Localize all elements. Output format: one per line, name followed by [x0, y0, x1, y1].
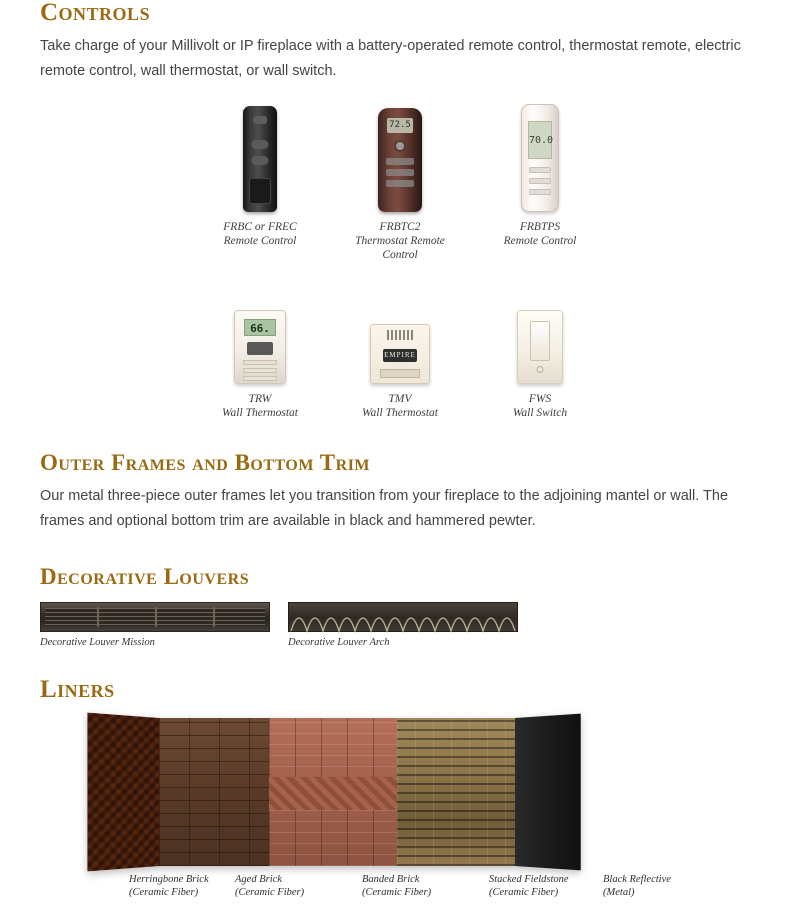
arch-pattern-icon	[289, 603, 519, 633]
product-type: Thermostat Remote Control	[355, 235, 445, 261]
liner-name: Black Reflective	[603, 874, 671, 885]
wall-thermostat-image	[340, 274, 460, 384]
controls-row-remotes	[40, 102, 760, 262]
product-type: Wall Thermostat	[362, 407, 438, 419]
thermostat-remote-image	[340, 102, 460, 212]
liner-caption-herringbone	[129, 874, 209, 899]
product-type: Wall Thermostat	[222, 407, 298, 419]
product-fws	[480, 274, 600, 420]
touchscreen-remote-icon	[521, 104, 559, 212]
controls-product-grid	[40, 102, 760, 420]
remote-screen-value: 70.0	[528, 121, 552, 159]
section-liners	[40, 676, 760, 904]
product-type: Remote Control	[223, 235, 297, 247]
product-name: FRBC or FREC	[223, 221, 297, 233]
liner-panel-banded-brick	[269, 718, 397, 866]
product-name: FWS	[528, 393, 552, 405]
remote-control-image	[480, 102, 600, 212]
liner-caption-black-reflective	[603, 874, 671, 899]
louver-item-arch	[288, 602, 518, 648]
remote-screen-value: 72.5	[387, 118, 413, 133]
product-frbtc2	[340, 102, 460, 262]
liner-panel-herringbone-brick	[87, 713, 159, 872]
product-type: Remote Control	[503, 235, 577, 247]
outer-frames-heading: Outer Frames and Bottom Trim	[40, 450, 371, 475]
section-decorative-louvers	[40, 564, 760, 648]
liners-heading: Liners	[40, 676, 115, 703]
louver-item-mission	[40, 602, 270, 648]
product-tmv	[340, 274, 460, 420]
product-frbtps	[480, 102, 600, 262]
louvers-heading: Decorative Louvers	[40, 564, 250, 589]
outer-frames-body-text: Our metal three-piece outer frames let you transition from your fireplace to the adjoining mantel or wall. The frames and optional bottom trim are available in black and hammered pewter.	[40, 488, 729, 529]
brand-logo: EMPIRE	[383, 349, 417, 362]
liners-captions	[87, 874, 707, 904]
liner-name: Banded Brick	[362, 874, 420, 885]
louvers-row	[40, 602, 760, 648]
product-name: TRW	[248, 393, 272, 405]
product-trw	[200, 274, 320, 420]
product-name: FRBTPS	[519, 221, 561, 233]
liners-image-strip	[87, 718, 637, 866]
controls-body-text: Take charge of your Millivolt or IP fireplace with a battery-operated remote control, thermostat remote, electric remote control, wall thermostat, or wall switch.	[40, 38, 741, 79]
section-controls	[40, 0, 760, 420]
thermostat-screen-value: 66.	[244, 319, 276, 336]
handheld-remote-icon	[243, 106, 277, 212]
liner-name: Herringbone Brick	[129, 874, 209, 885]
liner-material: (Ceramic Fiber)	[362, 886, 432, 898]
product-name: FRBTC2	[379, 221, 421, 233]
product-name: TMV	[388, 393, 412, 405]
wall-thermostat-image	[200, 274, 320, 384]
wall-thermostat-icon	[234, 310, 286, 384]
product-type: Wall Switch	[512, 407, 568, 419]
liner-material: (Ceramic Fiber)	[489, 886, 559, 898]
remote-control-image	[200, 102, 320, 212]
liner-material: (Metal)	[603, 886, 635, 898]
liner-panel-black-reflective	[515, 714, 581, 871]
liner-material: (Ceramic Fiber)	[235, 886, 305, 898]
wall-switch-icon	[517, 310, 563, 384]
controls-heading: Controls	[40, 0, 151, 26]
liner-caption-stacked-fieldstone	[489, 874, 569, 899]
section-outer-frames	[40, 450, 760, 534]
liner-name: Aged Brick	[235, 874, 282, 885]
liner-material: (Ceramic Fiber)	[129, 886, 199, 898]
millivolt-thermostat-icon	[370, 324, 430, 384]
controls-row-wall-devices	[40, 274, 760, 420]
louver-arch-image	[288, 602, 518, 632]
wall-switch-image	[480, 274, 600, 384]
liner-caption-aged-brick	[235, 874, 304, 899]
louver-caption: Decorative Louver Mission	[40, 637, 155, 648]
louver-mission-image	[40, 602, 270, 632]
product-frbc-frec	[200, 102, 320, 262]
liner-name: Stacked Fieldstone	[489, 874, 569, 885]
liner-panel-aged-brick	[159, 718, 269, 866]
liner-caption-banded-brick	[362, 874, 431, 899]
louver-caption: Decorative Louver Arch	[288, 637, 390, 648]
liner-panel-stacked-fieldstone	[397, 718, 515, 866]
thermostat-remote-icon	[378, 108, 422, 212]
